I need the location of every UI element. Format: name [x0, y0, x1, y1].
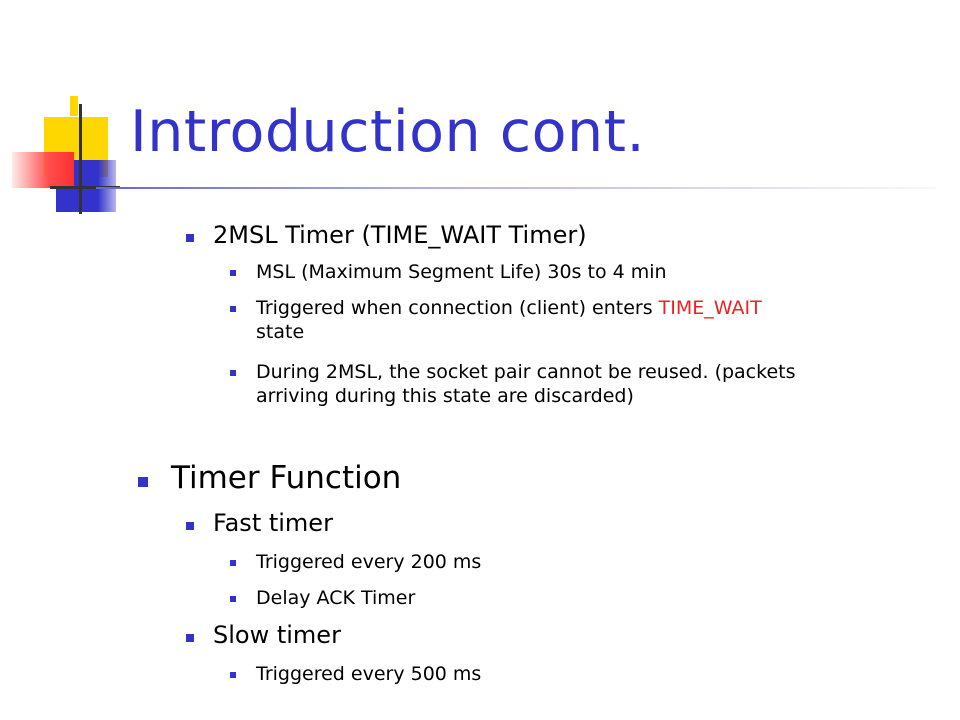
corner-logo-icon — [0, 0, 140, 230]
logo-yellow-bar — [70, 96, 78, 116]
bullet-square-icon — [230, 672, 236, 678]
bullet-square-icon — [186, 522, 194, 530]
bullet-square-icon — [138, 477, 148, 487]
time-wait-highlight: TIME_WAIT — [658, 297, 762, 319]
bullet-square-icon — [230, 306, 236, 312]
title-underline — [96, 187, 936, 189]
bullet-square-icon — [230, 370, 236, 376]
logo-vertical-line — [79, 104, 82, 214]
slide-title: Introduction cont. — [130, 99, 646, 165]
bullet-square-icon — [186, 234, 194, 242]
logo-red-square — [12, 152, 74, 188]
bullet-square-icon — [230, 270, 236, 276]
bullet-square-icon — [186, 634, 194, 642]
bullet-square-icon — [230, 560, 236, 566]
bullet-square-icon — [230, 596, 236, 602]
slide: Introduction cont. 2MSL Timer (TIME_WAIT Timer) MSL (Maximum Segment Life) 30s to 4 min Triggered when connection (client) enters TIME_WAIT state During 2MSL, the socket pair cannot be reused. (packets arriving during this state are discarded) Timer Function Fast timer Triggered every 200 ms Delay ACK Timer Slow timer Triggered every 500 ms — [0, 0, 960, 720]
